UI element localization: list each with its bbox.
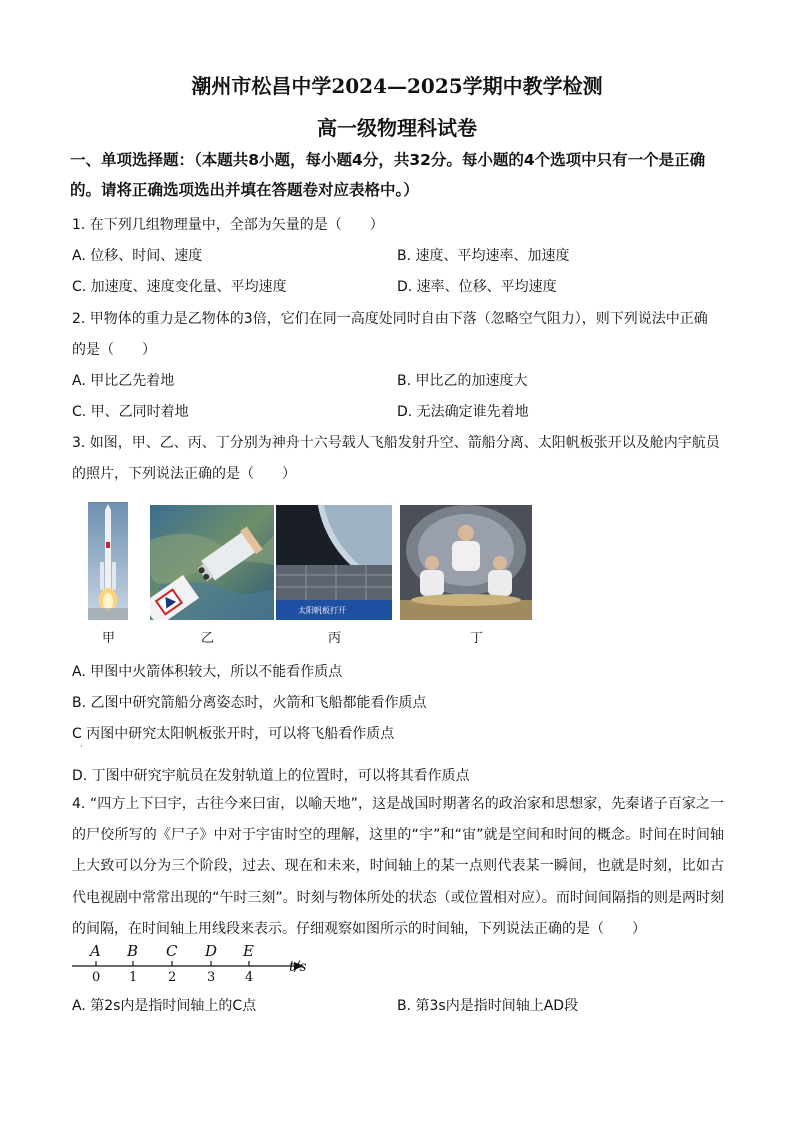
axis-tick-4: 4 bbox=[245, 970, 254, 985]
q3-option-b: B. 乙图中研究箭船分离姿态时，火箭和飞船都能看作质点 bbox=[72, 695, 427, 711]
axis-tick-2: 2 bbox=[168, 970, 177, 985]
section1-heading: 一、单项选择题：（本题共8小题，每小题4分，共32分。每小题的4个选项中只有一个是正确的。请将正确选项选出并填在答题卷对应表格中。） bbox=[70, 151, 706, 199]
axis-tick-1: 1 bbox=[129, 970, 138, 985]
q1-option-c: C. 加速度、速度变化量、平均速度 bbox=[72, 279, 287, 295]
q1-option-a: A. 位移、时间、速度 bbox=[72, 248, 203, 264]
axis-tick-3: 3 bbox=[207, 970, 216, 985]
photo-rocket-launch bbox=[88, 502, 128, 620]
q3-stem-line2: 的照片，下列说法正确的是（ ） bbox=[72, 466, 296, 482]
q2-option-b: B. 甲比乙的加速度大 bbox=[397, 373, 528, 389]
stray-dot: · bbox=[80, 742, 83, 751]
caption-ding: 丁 bbox=[470, 631, 484, 646]
q1-option-b: B. 速度、平均速率、加速度 bbox=[397, 248, 570, 264]
q1-stem: 1. 在下列几组物理量中，全部为矢量的是（ ） bbox=[72, 217, 384, 233]
q2-option-a: A. 甲比乙先着地 bbox=[72, 373, 175, 389]
q3-option-d: D. 丁图中研究宇航员在发射轨道上的位置时，可以将其看作质点 bbox=[72, 768, 470, 784]
photo-solar-panels bbox=[276, 505, 392, 620]
photo-separation bbox=[150, 505, 274, 620]
axis-point-b: B bbox=[127, 942, 139, 960]
axis-unit: t/s bbox=[289, 959, 307, 975]
axis-point-e: E bbox=[243, 942, 254, 960]
q2-option-c: C. 甲、乙同时着地 bbox=[72, 404, 189, 420]
axis-point-a: A bbox=[90, 942, 101, 960]
q2-stem-line2: 的是（ ） bbox=[72, 342, 156, 358]
photo3-label: 太阳帆板打开 bbox=[298, 606, 346, 615]
q2-stem-line1: 2. 甲物体的重力是乙物体的3倍，它们在同一高度处同时自由下落（忽略空气阻力），则下列说法中正确 bbox=[72, 311, 708, 327]
axis-point-c: C bbox=[166, 942, 178, 960]
exam-title-line2: 高一级物理科试卷 bbox=[317, 116, 477, 140]
q4-option-a: A. 第2s内是指时间轴上的C点 bbox=[72, 998, 257, 1014]
axis-tick-0: 0 bbox=[92, 970, 101, 985]
q1-option-d: D. 速率、位移、平均速度 bbox=[397, 279, 557, 295]
axis-point-d: D bbox=[205, 942, 218, 960]
caption-yi: 乙 bbox=[201, 631, 215, 646]
q4-option-b: B. 第3s内是指时间轴上AD段 bbox=[397, 998, 579, 1014]
time-axis bbox=[72, 942, 332, 992]
q3-option-a: A. 甲图中火箭体积较大，所以不能看作质点 bbox=[72, 664, 343, 680]
q3-option-c: C 丙图中研究太阳帆板张开时，可以将飞船看作质点 bbox=[72, 726, 395, 742]
exam-title-line1: 潮州市松昌中学2024—2025学期中教学检测 bbox=[191, 74, 603, 98]
q4-stem: 4. “四方上下曰宇，古往今来曰宙，以喻天地”，这是战国时期著名的政治家和思想家，先秦诸子百家之一的尸佼所写的《尸子》中对于宇宙时空的理解，这里的“宇”和“宙”就是空间和时间的概念。时间在时间轴上大致可以分为三个阶段，过去、现在和未来，时间轴上的某一点则代表某一瞬间，也就是时刻，比如古代电视剧中常常出现的“午时三刻”。时刻与物体所处的状态（或位置相对应）。而时间间隔指的则是两时刻的间隔，在时间轴上用线段来表示。仔细观察如图所示的时间轴，下列说法正确的是（ ） bbox=[72, 796, 724, 937]
q3-stem-line1: 3. 如图，甲、乙、丙、丁分别为神舟十六号载人飞船发射升空、箭船分离、太阳帆板张开以及舱内宇航员 bbox=[72, 435, 720, 451]
q2-option-d: D. 无法确定谁先着地 bbox=[397, 404, 529, 420]
photo-astronauts bbox=[400, 505, 532, 620]
caption-bing: 丙 bbox=[328, 631, 342, 646]
caption-jia: 甲 bbox=[102, 631, 116, 646]
